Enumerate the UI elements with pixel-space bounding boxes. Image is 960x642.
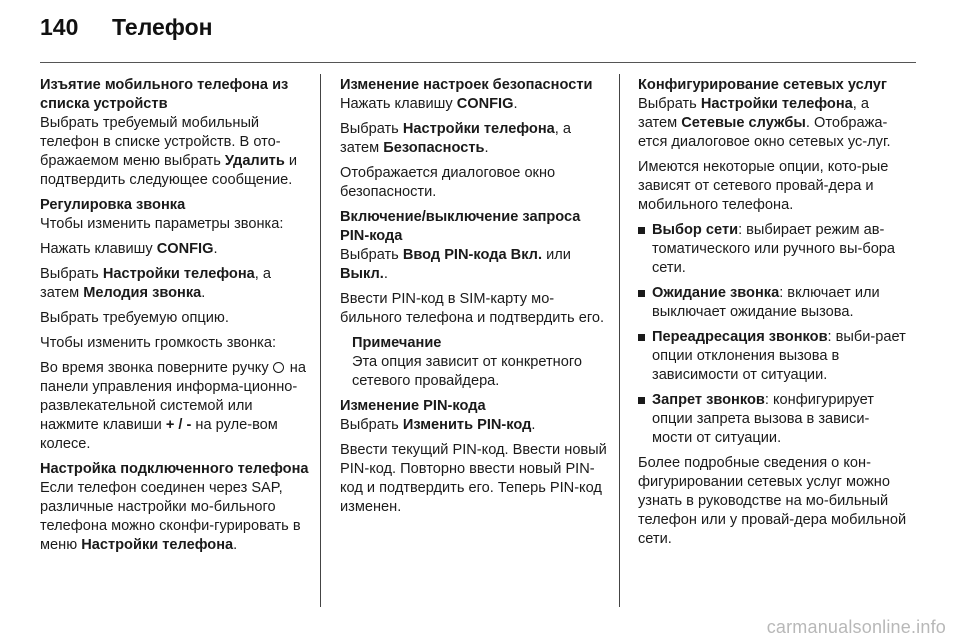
note-heading: Примечание	[352, 335, 442, 351]
watermark: carmanualsonline.info	[766, 617, 946, 637]
page-title: Телефон	[112, 14, 213, 40]
paragraph: Ввести PIN-код в SIM-карту мо-бильного телефона и подтвердить его.	[340, 291, 605, 326]
paragraph: Имеются некоторые опции, кото-рые зависят от сетевого провай-дера и мобильного телефона.	[638, 159, 889, 213]
section-heading: Включение/выключение запроса PIN-кода	[340, 209, 581, 244]
section-heading: Регулировка звонка	[40, 197, 186, 213]
page-number: 140	[40, 14, 79, 40]
paragraph: Выбрать требуемую опцию.	[40, 310, 229, 326]
column-1	[40, 76, 310, 555]
list-item: Переадресация звонков: выби-рает опции отклонения вызова в зависимости от ситуации.	[638, 328, 908, 385]
paragraph: Если телефон соединен через SAP, различные настройки мо-бильного телефона можно сконфи-гурировать в меню Настройки телефона.	[40, 480, 301, 553]
paragraph: Нажать клавишу CONFIG.	[340, 96, 518, 112]
column-divider	[619, 74, 620, 607]
list-item: Запрет звонков: конфигурирует опции запрета вызова в зависи-мости от ситуации.	[638, 391, 908, 448]
paragraph: Более подробные сведения о кон-фигурировании сетевых услуг можно узнать в руководстве на мо-бильный телефон или у провай-дера мобильной сети.	[638, 455, 907, 547]
rotary-knob-icon	[273, 362, 284, 373]
paragraph: Выбрать Изменить PIN-код.	[340, 417, 536, 433]
column-divider	[320, 74, 321, 607]
options-list	[638, 221, 908, 448]
column-2	[340, 76, 610, 523]
section-heading: Конфигурирование сетевых услуг	[638, 77, 887, 93]
section-heading: Изменение PIN-кода	[340, 398, 486, 414]
list-item: Выбор сети: выбирает режим ав-томатического или ручного вы-бора сети.	[638, 221, 908, 278]
paragraph: Выбрать Ввод PIN-кода Вкл. или Выкл..	[340, 247, 571, 282]
paragraph: Выбрать Настройки телефона, а затем Мелодия звонка.	[40, 266, 272, 301]
paragraph: Нажать клавишу CONFIG.	[40, 241, 218, 257]
paragraph: Отображается диалоговое окно безопасности.	[340, 165, 556, 200]
paragraph: Выбрать требуемый мобильный телефон в списке устройств. В ото-бражаемом меню выбрать Удалить и подтвердить следующее сообщение.	[40, 115, 298, 188]
paragraph: Выбрать Настройки телефона, а затем Сетевые службы. Отобража-ется диалоговое окно сетевых ус-луг.	[638, 96, 891, 150]
note-box	[352, 334, 610, 391]
section-heading: Изъятие мобильного телефона из списка устройств	[40, 77, 289, 112]
paragraph: Во время звонка поверните ручку на панели управления информа-ционно-развлекательной системой или нажмите клавиши + / - на руле-вом колесе.	[40, 360, 306, 452]
paragraph: Ввести текущий PIN-код. Ввести новый PIN-код. Повторно ввести новый PIN-код и подтвердить его. Теперь PIN-код изменен.	[340, 442, 607, 515]
column-3	[638, 76, 908, 555]
note-text: Эта опция зависит от конкретного сетевого провайдера.	[352, 354, 582, 389]
section-heading: Настройка подключенного телефона	[40, 461, 309, 477]
paragraph: Выбрать Настройки телефона, а затем Безопасность.	[340, 121, 572, 156]
list-item: Ожидание звонка: включает или выключает ожидание вызова.	[638, 284, 908, 322]
header-divider	[40, 62, 916, 63]
section-heading: Изменение настроек безопасности	[340, 77, 593, 93]
paragraph: Чтобы изменить параметры звонка:	[40, 216, 284, 232]
paragraph: Чтобы изменить громкость звонка:	[40, 335, 277, 351]
